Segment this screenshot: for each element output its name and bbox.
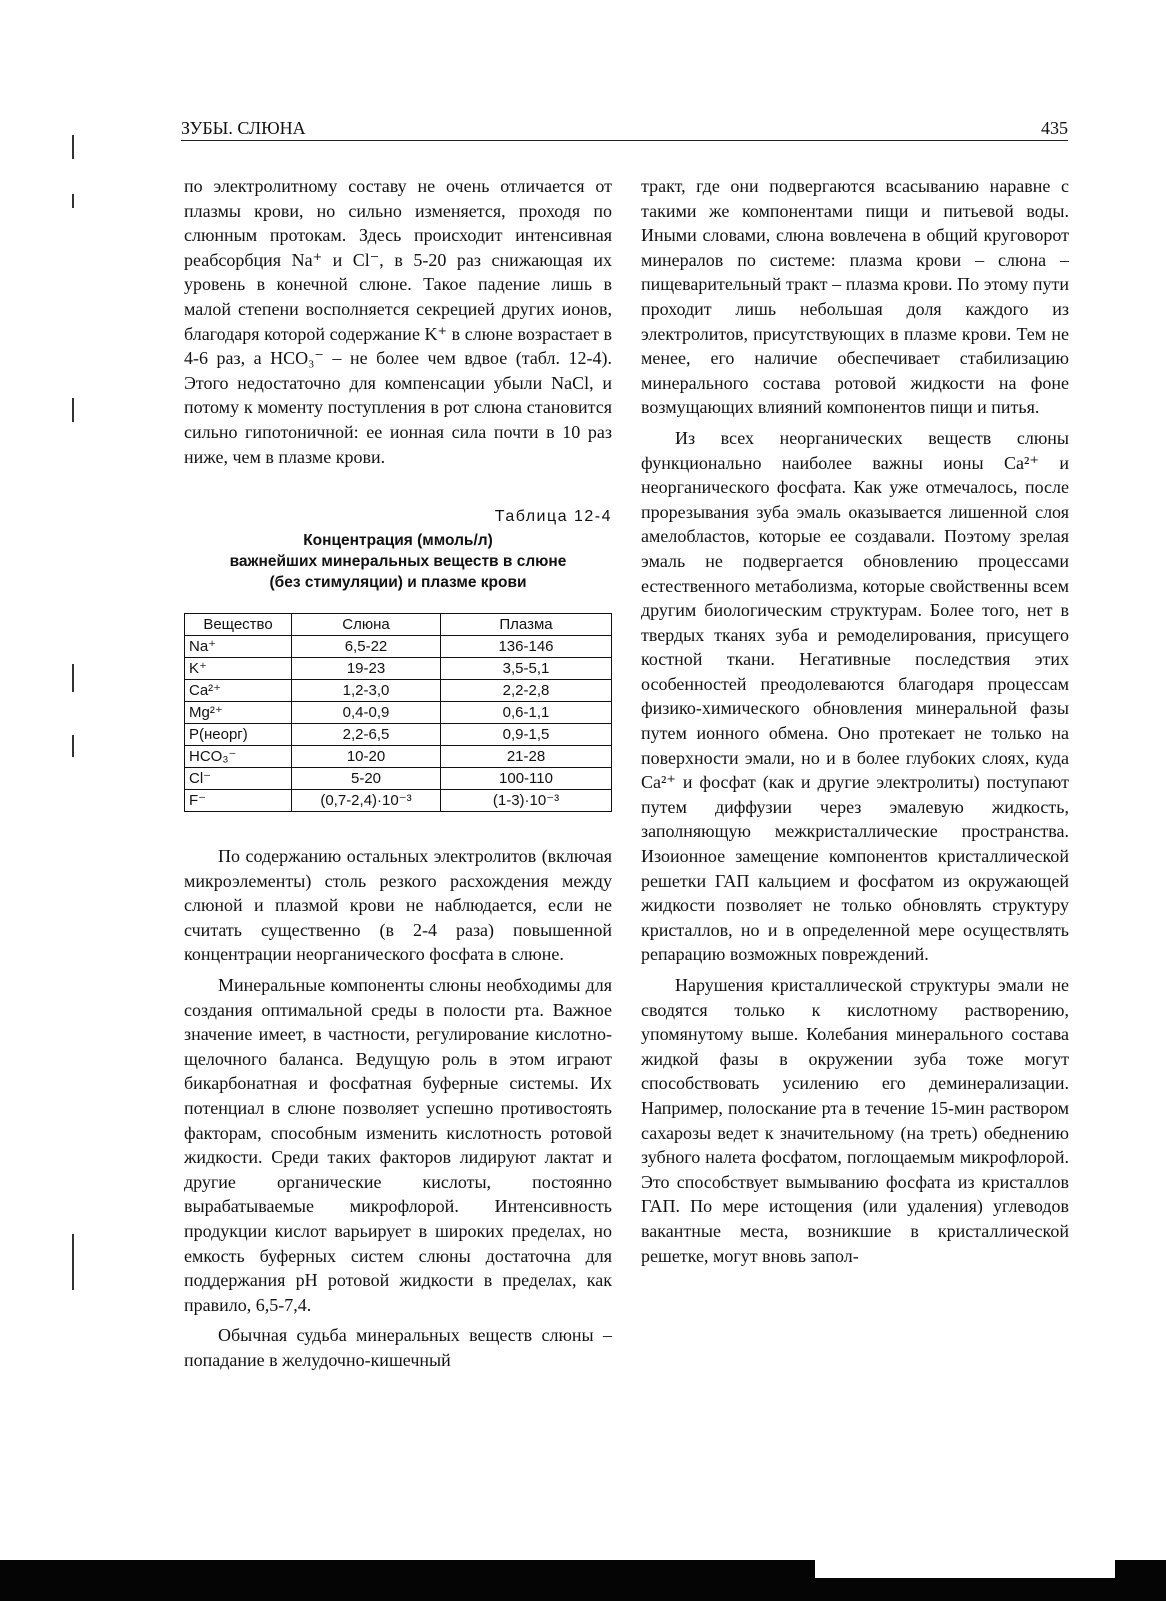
saliva-cell: (0,7-2,4)·10⁻³	[292, 790, 441, 812]
paragraph: тракт, где они подвергаются всасыванию наравне с такими же компонентами пищи и питьевой воды. Иными словами, слюна вовлечена в общий круговорот минералов по системе: плазма крови – слюна – пищеварительный тракт – плазма крови. По этому пути проходит лишь небольшая доля каждого из электролитов, присутствующих в плазме крови. Тем не менее, его наличие обеспечивает стабилизацию минерального состава ротовой жидкости на фоне возмущающих влияний компонентов пищи и питья.	[641, 176, 1069, 418]
right-column	[641, 174, 1069, 1268]
column-header: Плазма	[441, 614, 612, 636]
saliva-cell: 10-20	[292, 746, 441, 768]
scan-margin-mark	[72, 664, 74, 692]
plasma-cell: (1-3)·10⁻³	[441, 790, 612, 812]
table-number: Таблица 12-4	[494, 508, 612, 525]
column-header: Слюна	[292, 614, 441, 636]
table-row	[185, 636, 612, 658]
substance-cell: Na⁺	[185, 636, 292, 658]
scan-margin-mark	[72, 735, 74, 757]
mineral-concentration-table	[184, 613, 612, 812]
saliva-cell: 19-23	[292, 658, 441, 680]
paragraph: Из всех неорганических веществ слюны функционально наиболее важны ионы Ca²⁺ и неорганического фосфата. Как уже отмечалось, после прорезывания зуба эмаль оказывается лишенной слоя амелобластов, которые ее создавали. Поэтому зрелая эмаль не подвергается обновлению процессами естественного метаболизма, которые свойственны всем другим биологическим структурам. Более того, нет в твердых тканях зуба и ремоделирования, присущего костной ткани. Негативные последствия этих особенностей преодолеваются благодаря процессам физико-химического обновления минеральной фазы путем ионного обмена. Оно протекает не только на поверхности эмали, но и в более глубоких слоях, куда Ca²⁺ и фосфат (как и другие электролиты) поступают путем диффузии через эмалевую жидкость, заполняющую межкристаллические пространства. Изоионное замещение компонентов кристаллической решетки ГАП кальцием и фосфатом из окружающей жидкости позволяет не только обновлять структуру кристаллов, но и в определенной мере осуществлять репарацию возможных повреждений.	[641, 427, 1069, 965]
substance-cell: HCO₃⁻	[185, 746, 292, 768]
table-header-row	[185, 614, 612, 636]
table-row	[185, 724, 612, 746]
column-header: Вещество	[185, 614, 292, 636]
table-row	[185, 658, 612, 680]
scan-margin-mark	[72, 1234, 74, 1290]
left-column-bottom	[184, 838, 612, 1372]
saliva-cell: 6,5-22	[292, 636, 441, 658]
saliva-cell: 0,4-0,9	[292, 702, 441, 724]
plasma-cell: 2,2-2,8	[441, 680, 612, 702]
table-row	[185, 702, 612, 724]
paragraph: Нарушения кристаллической структуры эмали не сводятся только к кислотному растворению, упомянутому выше. Колебания минерального состава жидкой фазы в окружении зуба тоже могут способствовать усилению его деминерализации. Например, полоскание рта в течение 15-мин раствором сахарозы ведет к значительному (на треть) обеднению зубного налета фосфатом, поглощаемым микрофлорой. Это способствует вымыванию фосфата из кристаллов ГАП. По мере истощения (или удаления) углеводов вакантные места, возникшие в кристаллической решетке, могут вновь запол-	[641, 975, 1069, 1266]
scan-margin-mark	[72, 398, 74, 422]
paragraph: По содержанию остальных электролитов (включая микроэлементы) столь резкого расхождения между слюной и плазмой крови не наблюдается, если не считать существенно (в 2-4 раза) повышенной концентрации неорганического фосфата в слюне.	[184, 846, 612, 965]
substance-cell: Mg²⁺	[185, 702, 292, 724]
paragraph: по электролитному составу не очень отличается от плазмы крови, но сильно изменяется, проходя по слюнным протокам. Здесь происходит интенсивная реабсорбция Na⁺ и Cl⁻, в 5-20 раз снижающая их уровень в конечной слюне. Такое падение лишь в малой степени восполняется секрецией других ионов, благодаря которой содержание K⁺ в слюне возрастает в 4-6 раз, а HCO₃⁻ – не более чем вдвое (табл. 12-4). Этого недостаточно для компенсации убыли NaCl, и потому к моменту поступления в рот слюна становится сильно гипотоничной: ее ионная сила почти в 10 раз ниже, чем в плазме крови.	[184, 176, 612, 467]
paragraph: Обычная судьба минеральных веществ слюны – попадание в желудочно-кишечный	[184, 1325, 612, 1370]
running-header	[181, 118, 1068, 141]
table-title-line: Концентрация (ммоль/л)	[303, 532, 493, 549]
substance-cell: P(неорг)	[185, 724, 292, 746]
table-title	[184, 530, 612, 593]
scan-margin-mark	[72, 194, 74, 208]
table-title-line: (без стимуляции) и плазме крови	[269, 574, 527, 591]
table-title-line: важнейших минеральных веществ в слюне	[229, 553, 567, 570]
substance-cell: F⁻	[185, 790, 292, 812]
plasma-cell: 0,6-1,1	[441, 702, 612, 724]
saliva-cell: 1,2-3,0	[292, 680, 441, 702]
plasma-cell: 3,5-5,1	[441, 658, 612, 680]
left-column-top	[184, 174, 612, 469]
saliva-cell: 5-20	[292, 768, 441, 790]
table-row	[185, 768, 612, 790]
plasma-cell: 21-28	[441, 746, 612, 768]
table-row	[185, 680, 612, 702]
plasma-cell: 136-146	[441, 636, 612, 658]
scan-margin-mark	[72, 135, 74, 159]
table-row	[185, 790, 612, 812]
section-title: ЗУБЫ. СЛЮНА	[181, 118, 306, 138]
plasma-cell: 100-110	[441, 768, 612, 790]
substance-cell: Ca²⁺	[185, 680, 292, 702]
paragraph: Минеральные компоненты слюны необходимы для создания оптимальной среды в полости рта. Важное значение имеет, в частности, регулирование кислотно-щелочного баланса. Ведущую роль в этом играют бикарбонатная и фосфатная буферные системы. Их потенциал в слюне позволяет успешно противостоять факторам, способным изменить кислотность ротовой жидкости. Среди таких факторов лидируют лактат и другие органические кислоты, постоянно вырабатываемые микрофлорой. Интенсивность продукции кислот варьирует в широких пределах, но емкость буферных систем слюны достаточна для поддержания pH ротовой жидкости в пределах, как правило, 6,5-7,4.	[184, 974, 612, 1315]
scan-bottom-edge	[0, 1560, 1166, 1601]
table-row	[185, 746, 612, 768]
page-number: 435	[1041, 118, 1068, 138]
plasma-cell: 0,9-1,5	[441, 724, 612, 746]
substance-cell: Cl⁻	[185, 768, 292, 790]
substance-cell: K⁺	[185, 658, 292, 680]
scan-edge-gap	[815, 1560, 1115, 1578]
saliva-cell: 2,2-6,5	[292, 724, 441, 746]
